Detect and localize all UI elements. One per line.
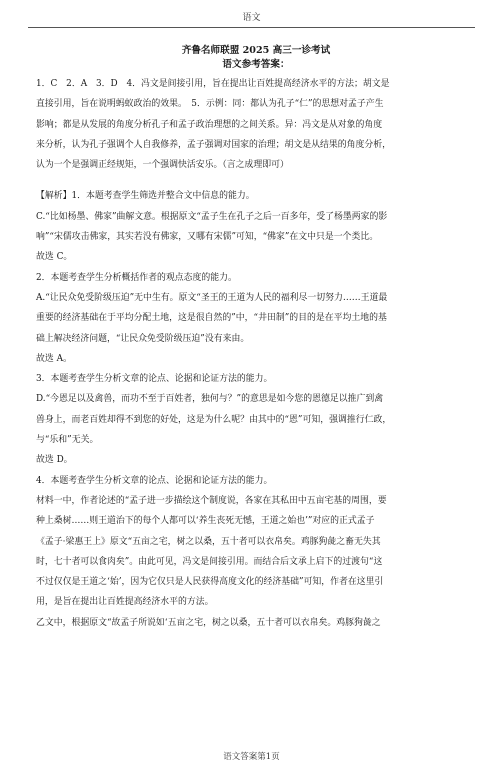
section-gap	[36, 175, 476, 186]
analysis-section	[36, 186, 476, 633]
analysis-line: 时，七十者可以食肉矣”。由此可见，冯文是间接引用。而结合后文承上启下的过渡句“这	[36, 556, 383, 567]
answer-line: 认为一个是强调正经规矩，一个强调快活安乐。（言之成理即可）	[36, 160, 289, 171]
answer-line: 1．C 2．A 3．D 4．冯文是间接引用，旨在提出让百姓提高经济水平的方法；胡文是	[36, 79, 390, 89]
page-footer: 语文答案第1页	[223, 752, 280, 762]
analysis-line: 与“乐和”无关。	[36, 435, 99, 446]
analysis-line: A.“让民众免受阶级压迫”无中生有。原文“圣王的王道为人民的福利尽一切努力……王道最	[36, 292, 388, 303]
header-divider	[28, 27, 475, 28]
analysis-line: 材料一中，作者论述的“孟子进一步描绘这个制度说，各家在其私田中五亩宅基的周围，要	[36, 495, 387, 506]
analysis-line: 故选 C。	[36, 252, 73, 263]
page-header: 语文	[242, 13, 261, 23]
doc-subtitle: 语文参考答案：	[222, 59, 290, 70]
doc-title: 齐鲁名师联盟 2025 高三一诊考试	[181, 45, 331, 56]
analysis-line: 2．本题考查学生分析概括作者的观点态度的能力。	[36, 272, 237, 283]
analysis-line: 种上桑树……则王道治下的每个人都可以‘养生丧死无憾，王道之始也’”对应的正式孟子	[36, 516, 375, 527]
document-body	[36, 44, 476, 633]
analysis-line: 不过仅仅是王道之‘始’，因为它仅只是人民获得高度文化的经济基础”可知，作者在这里引	[36, 577, 384, 588]
analysis-line: 响”“宋儒攻击佛家，其实若没有佛家，又哪有宋儒”可知，“佛家”在文中只是一个类比。	[36, 232, 379, 243]
analysis-line: D.“今恩足以及禽兽，而功不至于百姓者，独何与？”的意思是如今您的恩德足以推广到禽	[36, 394, 384, 405]
analysis-line: C.“比如杨墨、佛家”曲解文意。根据原文“孟子生在孔子之后一百多年，受了杨墨两家的影	[36, 211, 388, 222]
answer-line: 影响；都是从发展的角度分析孔子和孟子政治理想的之间关系。异：冯文是从对象的角度	[36, 119, 383, 130]
analysis-line: 兽身上，而老百姓却得不到您的好处，这是为什么呢？由其中的“恩”可知，强调推行仁政，	[36, 414, 392, 425]
analysis-line: 础上解决经济问题，“让民众免受阶级压迫”没有来由。	[36, 333, 250, 344]
analysis-line: 用，是旨在提出让百姓提高经济水平的方法。	[36, 597, 214, 608]
analysis-line: 【解析】1．本题考查学生筛选并整合文中信息的能力。	[36, 191, 255, 202]
analysis-line: 4．本题考查学生分析文章的论点、论据和论证方法的能力。	[36, 475, 273, 486]
analysis-line: 故选 A。	[36, 353, 72, 364]
analysis-line: 《孟子·梁惠王上》原文“五亩之宅，树之以桑，五十者可以衣帛矣。鸡豚狗彘之畜无失其	[36, 536, 381, 547]
answer-line: 来分析，认为孔子强调个人自我修养，孟子强调对国家的治理；胡文是从结果的角度分析，	[36, 139, 391, 150]
analysis-line: 重要的经济基础在于平均分配土地，这是很自然的”中，“井田制”的目的是在平均土地的基	[36, 313, 387, 324]
analysis-line: 3．本题考查学生分析文章的论点、论据和论证方法的能力。	[36, 374, 273, 385]
answer-line: 直接引用，旨在说明蚂蚁政治的效果。 5．示例：同：都认为孔子“仁”的思想对孟子产生	[36, 99, 384, 110]
analysis-line: 故选 D。	[36, 455, 73, 466]
analysis-line: 乙文中，根据原文“故孟子所说如‘五亩之宅，树之以桑，五十者可以衣帛矣。鸡豚狗彘之	[36, 617, 381, 628]
answer-section	[36, 74, 476, 175]
